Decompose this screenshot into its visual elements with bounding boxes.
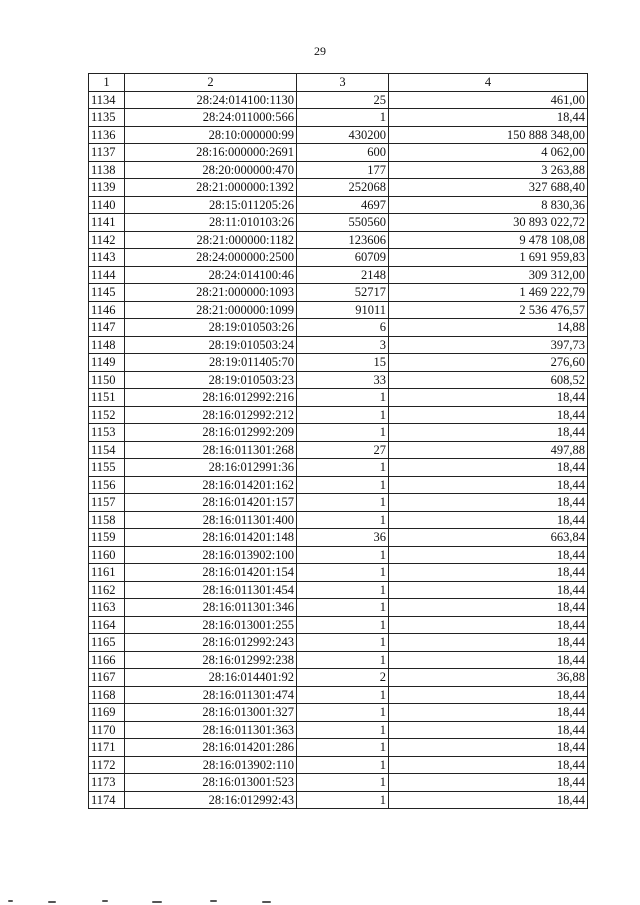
amount-cell: 18,44 <box>389 686 588 704</box>
row-number-cell: 1142 <box>89 231 125 249</box>
cadastral-number-cell: 28:16:011301:474 <box>125 686 297 704</box>
cadastral-number-cell: 28:16:012992:43 <box>125 791 297 809</box>
cadastral-number-cell: 28:16:013902:110 <box>125 756 297 774</box>
area-cell: 252068 <box>297 179 389 197</box>
header-row <box>89 74 588 92</box>
row-number-cell: 1134 <box>89 91 125 109</box>
amount-cell: 18,44 <box>389 739 588 757</box>
table-row <box>89 494 588 512</box>
cadastral-number-cell: 28:21:000000:1099 <box>125 301 297 319</box>
amount-cell: 18,44 <box>389 651 588 669</box>
table-row <box>89 319 588 337</box>
amount-cell: 18,44 <box>389 511 588 529</box>
cadastral-number-cell: 28:24:014100:1130 <box>125 91 297 109</box>
amount-cell: 276,60 <box>389 354 588 372</box>
cadastral-number-cell: 28:21:000000:1093 <box>125 284 297 302</box>
row-number-cell: 1148 <box>89 336 125 354</box>
amount-cell: 18,44 <box>389 406 588 424</box>
row-number-cell: 1155 <box>89 459 125 477</box>
area-cell: 123606 <box>297 231 389 249</box>
row-number-cell: 1154 <box>89 441 125 459</box>
header-col-3: 3 <box>297 74 389 92</box>
area-cell: 33 <box>297 371 389 389</box>
cadastral-number-cell: 28:24:014100:46 <box>125 266 297 284</box>
amount-cell: 30 893 022,72 <box>389 214 588 232</box>
row-number-cell: 1156 <box>89 476 125 494</box>
amount-cell: 397,73 <box>389 336 588 354</box>
amount-cell: 18,44 <box>389 564 588 582</box>
amount-cell: 18,44 <box>389 389 588 407</box>
data-table <box>88 73 588 809</box>
amount-cell: 18,44 <box>389 476 588 494</box>
amount-cell: 150 888 348,00 <box>389 126 588 144</box>
row-number-cell: 1174 <box>89 791 125 809</box>
cadastral-number-cell: 28:16:014201:162 <box>125 476 297 494</box>
cadastral-number-cell: 28:16:013001:255 <box>125 616 297 634</box>
area-cell: 91011 <box>297 301 389 319</box>
table-body <box>89 91 588 809</box>
row-number-cell: 1143 <box>89 249 125 267</box>
row-number-cell: 1137 <box>89 144 125 162</box>
amount-cell: 18,44 <box>389 634 588 652</box>
cadastral-number-cell: 28:10:000000:99 <box>125 126 297 144</box>
amount-cell: 18,44 <box>389 109 588 127</box>
amount-cell: 4 062,00 <box>389 144 588 162</box>
table-row <box>89 441 588 459</box>
cadastral-number-cell: 28:16:013902:100 <box>125 546 297 564</box>
area-cell: 2148 <box>297 266 389 284</box>
table-row <box>89 301 588 319</box>
table-row <box>89 546 588 564</box>
table-row <box>89 459 588 477</box>
area-cell: 1 <box>297 459 389 477</box>
amount-cell: 1 691 959,83 <box>389 249 588 267</box>
amount-cell: 3 263,88 <box>389 161 588 179</box>
area-cell: 550560 <box>297 214 389 232</box>
cadastral-number-cell: 28:16:012992:238 <box>125 651 297 669</box>
table-row <box>89 284 588 302</box>
scan-speck <box>262 901 271 903</box>
row-number-cell: 1167 <box>89 669 125 687</box>
table-row <box>89 389 588 407</box>
row-number-cell: 1173 <box>89 774 125 792</box>
scan-speck <box>102 900 108 902</box>
table-row <box>89 581 588 599</box>
table-row <box>89 756 588 774</box>
table-row <box>89 669 588 687</box>
area-cell: 600 <box>297 144 389 162</box>
table-row <box>89 774 588 792</box>
table-row <box>89 336 588 354</box>
area-cell: 15 <box>297 354 389 372</box>
cadastral-number-cell: 28:16:012992:212 <box>125 406 297 424</box>
cadastral-number-cell: 28:16:011301:363 <box>125 721 297 739</box>
table-row <box>89 739 588 757</box>
cadastral-number-cell: 28:16:014201:154 <box>125 564 297 582</box>
table-row <box>89 109 588 127</box>
row-number-cell: 1169 <box>89 704 125 722</box>
scan-speck <box>210 900 217 902</box>
row-number-cell: 1141 <box>89 214 125 232</box>
row-number-cell: 1171 <box>89 739 125 757</box>
cadastral-number-cell: 28:19:011405:70 <box>125 354 297 372</box>
table-row <box>89 634 588 652</box>
amount-cell: 461,00 <box>389 91 588 109</box>
row-number-cell: 1145 <box>89 284 125 302</box>
amount-cell: 9 478 108,08 <box>389 231 588 249</box>
area-cell: 1 <box>297 581 389 599</box>
area-cell: 60709 <box>297 249 389 267</box>
amount-cell: 663,84 <box>389 529 588 547</box>
row-number-cell: 1165 <box>89 634 125 652</box>
table-row <box>89 161 588 179</box>
area-cell: 177 <box>297 161 389 179</box>
amount-cell: 14,88 <box>389 319 588 337</box>
table-row <box>89 721 588 739</box>
table-row <box>89 179 588 197</box>
amount-cell: 18,44 <box>389 721 588 739</box>
row-number-cell: 1157 <box>89 494 125 512</box>
table-row <box>89 686 588 704</box>
row-number-cell: 1161 <box>89 564 125 582</box>
row-number-cell: 1151 <box>89 389 125 407</box>
area-cell: 1 <box>297 791 389 809</box>
cadastral-number-cell: 28:16:000000:2691 <box>125 144 297 162</box>
cadastral-number-cell: 28:24:011000:566 <box>125 109 297 127</box>
area-cell: 1 <box>297 389 389 407</box>
table-row <box>89 791 588 809</box>
amount-cell: 18,44 <box>389 424 588 442</box>
area-cell: 1 <box>297 686 389 704</box>
cadastral-number-cell: 28:16:013001:523 <box>125 774 297 792</box>
area-cell: 36 <box>297 529 389 547</box>
table-row <box>89 406 588 424</box>
area-cell: 6 <box>297 319 389 337</box>
area-cell: 1 <box>297 704 389 722</box>
cadastral-number-cell: 28:19:010503:23 <box>125 371 297 389</box>
amount-cell: 18,44 <box>389 616 588 634</box>
area-cell: 27 <box>297 441 389 459</box>
scan-speck <box>8 900 13 902</box>
amount-cell: 608,52 <box>389 371 588 389</box>
row-number-cell: 1160 <box>89 546 125 564</box>
table-row <box>89 196 588 214</box>
area-cell: 4697 <box>297 196 389 214</box>
row-number-cell: 1166 <box>89 651 125 669</box>
table-row <box>89 144 588 162</box>
cadastral-number-cell: 28:11:010103:26 <box>125 214 297 232</box>
area-cell: 430200 <box>297 126 389 144</box>
page-number: 29 <box>314 44 326 58</box>
table-row <box>89 424 588 442</box>
cadastral-number-cell: 28:16:013001:327 <box>125 704 297 722</box>
row-number-cell: 1135 <box>89 109 125 127</box>
amount-cell: 309 312,00 <box>389 266 588 284</box>
row-number-cell: 1153 <box>89 424 125 442</box>
table-row <box>89 249 588 267</box>
area-cell: 1 <box>297 774 389 792</box>
area-cell: 1 <box>297 494 389 512</box>
amount-cell: 327 688,40 <box>389 179 588 197</box>
row-number-cell: 1159 <box>89 529 125 547</box>
cadastral-number-cell: 28:19:010503:24 <box>125 336 297 354</box>
cadastral-number-cell: 28:21:000000:1392 <box>125 179 297 197</box>
row-number-cell: 1168 <box>89 686 125 704</box>
row-number-cell: 1163 <box>89 599 125 617</box>
table-row <box>89 616 588 634</box>
row-number-cell: 1147 <box>89 319 125 337</box>
area-cell: 1 <box>297 739 389 757</box>
row-number-cell: 1158 <box>89 511 125 529</box>
area-cell: 1 <box>297 616 389 634</box>
amount-cell: 18,44 <box>389 704 588 722</box>
table-row <box>89 476 588 494</box>
cadastral-number-cell: 28:16:014201:286 <box>125 739 297 757</box>
area-cell: 1 <box>297 406 389 424</box>
area-cell: 1 <box>297 599 389 617</box>
area-cell: 1 <box>297 424 389 442</box>
row-number-cell: 1152 <box>89 406 125 424</box>
amount-cell: 18,44 <box>389 774 588 792</box>
row-number-cell: 1140 <box>89 196 125 214</box>
cadastral-number-cell: 28:20:000000:470 <box>125 161 297 179</box>
row-number-cell: 1139 <box>89 179 125 197</box>
area-cell: 1 <box>297 721 389 739</box>
amount-cell: 8 830,36 <box>389 196 588 214</box>
row-number-cell: 1172 <box>89 756 125 774</box>
table-row <box>89 704 588 722</box>
header-col-4: 4 <box>389 74 588 92</box>
cadastral-number-cell: 28:16:011301:454 <box>125 581 297 599</box>
row-number-cell: 1136 <box>89 126 125 144</box>
table-row <box>89 231 588 249</box>
amount-cell: 18,44 <box>389 756 588 774</box>
cadastral-number-cell: 28:16:012992:216 <box>125 389 297 407</box>
amount-cell: 1 469 222,79 <box>389 284 588 302</box>
cadastral-number-cell: 28:21:000000:1182 <box>125 231 297 249</box>
area-cell: 1 <box>297 651 389 669</box>
scan-speck <box>48 901 56 903</box>
row-number-cell: 1162 <box>89 581 125 599</box>
cadastral-number-cell: 28:16:014201:157 <box>125 494 297 512</box>
cadastral-number-cell: 28:15:011205:26 <box>125 196 297 214</box>
row-number-cell: 1164 <box>89 616 125 634</box>
cadastral-number-cell: 28:16:012992:243 <box>125 634 297 652</box>
amount-cell: 2 536 476,57 <box>389 301 588 319</box>
row-number-cell: 1150 <box>89 371 125 389</box>
table-row <box>89 91 588 109</box>
table-row <box>89 529 588 547</box>
amount-cell: 18,44 <box>389 791 588 809</box>
area-cell: 25 <box>297 91 389 109</box>
cadastral-number-cell: 28:16:011301:268 <box>125 441 297 459</box>
row-number-cell: 1146 <box>89 301 125 319</box>
header-col-2: 2 <box>125 74 297 92</box>
area-cell: 1 <box>297 476 389 494</box>
amount-cell: 36,88 <box>389 669 588 687</box>
table-row <box>89 511 588 529</box>
amount-cell: 18,44 <box>389 494 588 512</box>
row-number-cell: 1149 <box>89 354 125 372</box>
row-number-cell: 1138 <box>89 161 125 179</box>
area-cell: 1 <box>297 511 389 529</box>
cadastral-number-cell: 28:16:011301:400 <box>125 511 297 529</box>
amount-cell: 18,44 <box>389 599 588 617</box>
cadastral-number-cell: 28:24:000000:2500 <box>125 249 297 267</box>
amount-cell: 18,44 <box>389 459 588 477</box>
area-cell: 1 <box>297 564 389 582</box>
area-cell: 3 <box>297 336 389 354</box>
cadastral-number-cell: 28:16:012992:209 <box>125 424 297 442</box>
area-cell: 1 <box>297 109 389 127</box>
amount-cell: 18,44 <box>389 581 588 599</box>
table-row <box>89 371 588 389</box>
table-row <box>89 564 588 582</box>
cadastral-number-cell: 28:16:014401:92 <box>125 669 297 687</box>
area-cell: 2 <box>297 669 389 687</box>
amount-cell: 18,44 <box>389 546 588 564</box>
header-col-1: 1 <box>89 74 125 92</box>
amount-cell: 497,88 <box>389 441 588 459</box>
area-cell: 52717 <box>297 284 389 302</box>
table-row <box>89 266 588 284</box>
area-cell: 1 <box>297 546 389 564</box>
cadastral-number-cell: 28:16:014201:148 <box>125 529 297 547</box>
table-row <box>89 651 588 669</box>
cadastral-number-cell: 28:19:010503:26 <box>125 319 297 337</box>
cadastral-number-cell: 28:16:011301:346 <box>125 599 297 617</box>
row-number-cell: 1144 <box>89 266 125 284</box>
scan-speck <box>152 901 162 903</box>
area-cell: 1 <box>297 756 389 774</box>
cadastral-number-cell: 28:16:012991:36 <box>125 459 297 477</box>
table-row <box>89 214 588 232</box>
table-row <box>89 599 588 617</box>
area-cell: 1 <box>297 634 389 652</box>
row-number-cell: 1170 <box>89 721 125 739</box>
table-row <box>89 354 588 372</box>
table-row <box>89 126 588 144</box>
